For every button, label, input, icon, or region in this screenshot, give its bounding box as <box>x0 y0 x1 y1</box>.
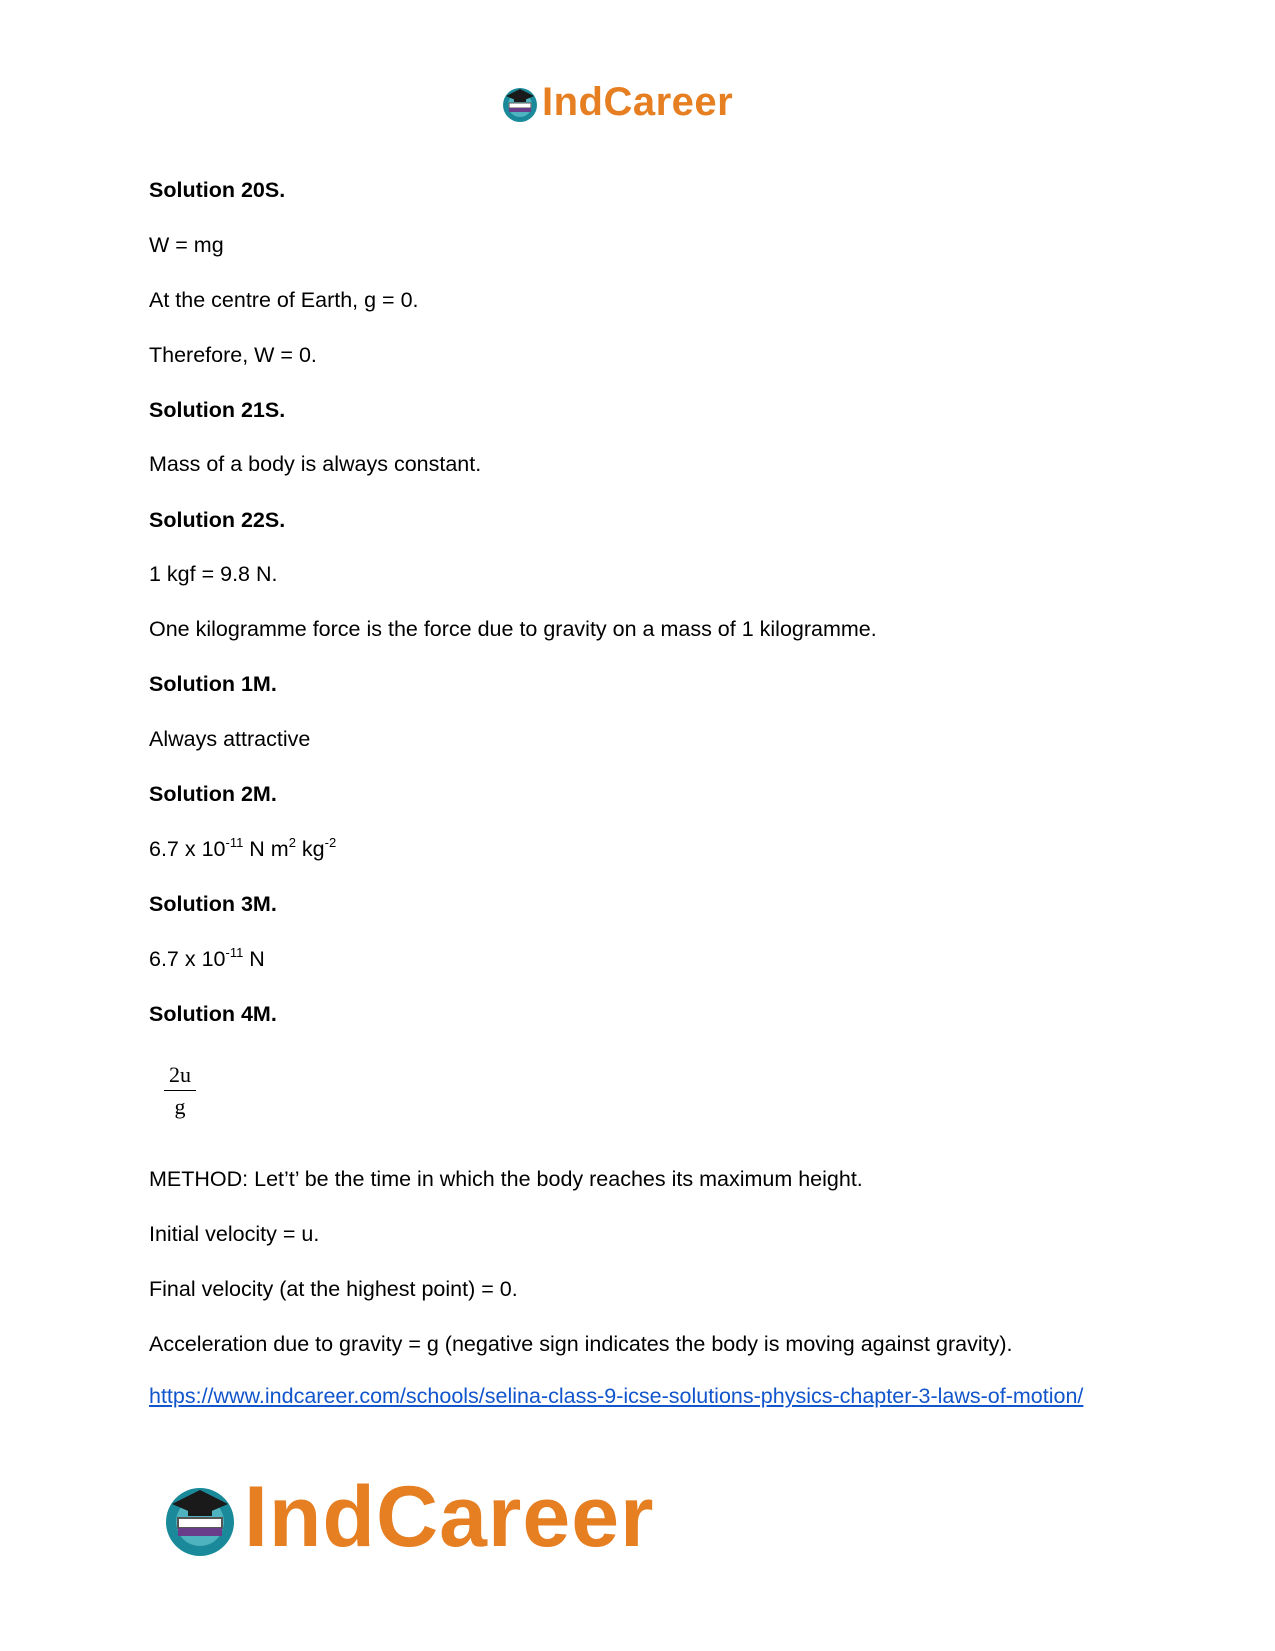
formula-2m <box>149 836 336 862</box>
heading-4m: Solution 4M. <box>149 1002 277 1026</box>
fraction-2u-over-g <box>164 1062 196 1120</box>
formula-unit: N <box>243 947 265 971</box>
exponent: -2 <box>324 835 337 850</box>
graduation-cap-book-icon <box>500 83 540 123</box>
heading-2m: Solution 2M. <box>149 782 277 806</box>
text-line: One kilogramme force is the force due to gravity on a mass of 1 kilogramme. <box>149 617 877 641</box>
fraction-numerator: 2u <box>164 1062 196 1091</box>
heading-1m: Solution 1M. <box>149 672 277 696</box>
text-line: Final velocity (at the highest point) = 0. <box>149 1277 518 1301</box>
text-line: W = mg <box>149 233 224 257</box>
source-link[interactable]: https://www.indcareer.com/schools/selina-class-9-icse-solutions-physics-chapter-3-laws-of-motion/ <box>149 1384 1084 1408</box>
formula-base: 6.7 x 10 <box>149 947 226 971</box>
brand-name: IndCareer <box>244 1469 655 1565</box>
formula-unit: N m <box>243 837 289 861</box>
formula-unit: kg <box>295 837 325 861</box>
text-line: Acceleration due to gravity = g (negative sign indicates the body is moving against gravity). <box>149 1332 1013 1356</box>
fraction-denominator: g <box>174 1094 186 1119</box>
heading-20s: Solution 20S. <box>149 178 286 202</box>
exponent: 2 <box>288 835 296 850</box>
graduation-cap-book-icon <box>160 1478 240 1558</box>
text-line: Mass of a body is always constant. <box>149 452 482 476</box>
heading-21s: Solution 21S. <box>149 398 286 422</box>
text-line: Always attractive <box>149 727 311 751</box>
header-logo <box>500 80 733 125</box>
heading-22s: Solution 22S. <box>149 508 286 532</box>
heading-3m: Solution 3M. <box>149 892 277 916</box>
text-line: Initial velocity = u. <box>149 1222 320 1246</box>
exponent: -11 <box>225 945 244 960</box>
brand-name: IndCareer <box>542 80 734 124</box>
formula-3m <box>149 946 265 972</box>
exponent: -11 <box>225 835 244 850</box>
formula-base: 6.7 x 10 <box>149 837 226 861</box>
text-line: 1 kgf = 9.8 N. <box>149 562 278 586</box>
text-line: Therefore, W = 0. <box>149 343 317 367</box>
text-line: At the centre of Earth, g = 0. <box>149 288 419 312</box>
footer-logo <box>160 1468 655 1567</box>
method-line: METHOD: Let’t’ be the time in which the body reaches its maximum height. <box>149 1167 863 1191</box>
